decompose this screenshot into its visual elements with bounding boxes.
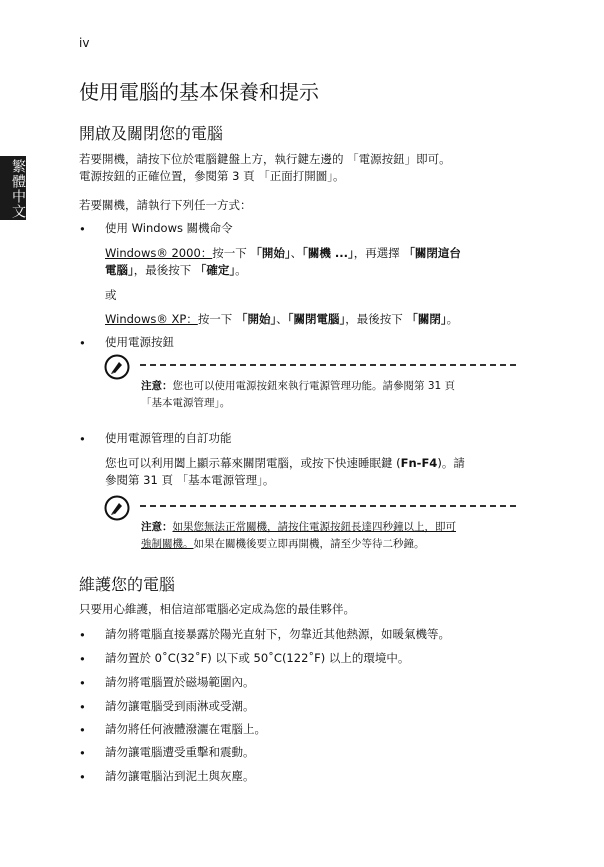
power-on-line1: 若要開機，請按下位於電腦鍵盤上方，執行鍵左邊的 「電源按鈕」即可。 <box>79 152 451 166</box>
winxp-label: Windows® XP： <box>105 312 198 326</box>
text: 按一下 <box>197 312 233 326</box>
note2-line1 <box>141 519 516 536</box>
note2-line2 <box>141 536 516 553</box>
care-intro: 只要用心維護，相信這部電腦必定成為您的最佳夥伴。 <box>79 602 355 616</box>
winxp-instruction <box>105 311 515 328</box>
language-tab: 繁體中文 <box>0 156 26 220</box>
shutdown-computer-label-cont: 電腦」 <box>105 263 134 277</box>
note-icon <box>104 495 130 521</box>
text: ，最後按下 <box>345 312 403 326</box>
section-heading-power: 開啟及關閉您的電腦 <box>79 124 224 143</box>
text: 。 <box>235 263 247 277</box>
bullet-dot: • <box>79 652 86 666</box>
win2000-instruction-cont <box>105 262 515 279</box>
sleep-hotkey: Fn-F4 <box>400 456 438 470</box>
care-item: 請勿讓電腦受到雨淋或受潮。 <box>105 699 255 713</box>
close-label: 「關閉」 <box>406 312 447 326</box>
text: )。請 <box>437 456 465 470</box>
care-item: 請勿將電腦直接暴露於陽光直射下，勿靠近其他熱源，如暖氣機等。 <box>105 627 450 641</box>
text: 。 <box>446 312 459 326</box>
text: ，再選擇 <box>353 246 400 260</box>
turn-off-label: 「關閉電腦」 <box>287 312 346 326</box>
note-icon <box>104 354 130 380</box>
text: ，最後按下 <box>133 263 192 277</box>
bullet-dot: • <box>79 628 86 642</box>
ok-label: 「確定」 <box>194 263 236 277</box>
bullet-dot: • <box>79 746 86 760</box>
text: 、 <box>290 246 303 260</box>
bullet-dot: • <box>79 336 86 350</box>
bullet-dot: • <box>79 770 86 784</box>
sleep-key-line2: 參閱第 31 頁 「基本電源管理」。 <box>105 473 275 487</box>
care-item: 請勿讓電腦沾到泥土與灰塵。 <box>105 769 255 783</box>
bullet-dot: • <box>79 222 86 236</box>
bullet-power-management: 使用電源管理的自訂功能 <box>105 431 232 445</box>
shutdown-computer-label: 「關閉這台 <box>403 246 461 260</box>
text: 按一下 <box>212 246 247 260</box>
care-item: 請勿置於 0˚C(32˚F) 以下或 50˚C(122˚F) 以上的環境中。 <box>105 651 410 665</box>
bullet-dot: • <box>79 723 86 737</box>
note-label: 注意： <box>141 521 173 533</box>
page-number: iv <box>79 36 90 50</box>
start-label: 「開始」 <box>250 246 291 260</box>
shutdown-label: 「關機 ...」 <box>302 246 354 260</box>
text: 如果在關機後要立即再開機，請至少等待二秒鐘。 <box>193 538 425 550</box>
bullet-dot: • <box>79 432 86 446</box>
note1-line2: 「基本電源管理」。 <box>141 397 231 409</box>
start-label: 「開始」 <box>235 312 277 326</box>
page-title: 使用電腦的基本保養和提示 <box>79 80 319 104</box>
note-divider <box>140 505 516 507</box>
text: 如果您無法正常關機，請按住電源按鈕長達四秒鐘以上，即可 <box>172 521 456 533</box>
or-text: 或 <box>105 288 117 302</box>
bullet-dot: • <box>79 700 86 714</box>
bullet-dot: • <box>79 676 86 690</box>
care-item: 請勿讓電腦遭受重擊和震動。 <box>105 745 255 759</box>
win2000-label: Windows® 2000： <box>105 246 213 260</box>
text: 強制關機。 <box>141 538 194 550</box>
note1-line1 <box>141 378 516 395</box>
note-divider <box>140 364 516 366</box>
power-on-line2: 電源按鈕的正確位置，參閱第 3 頁 「正面打開圖」。 <box>79 169 345 183</box>
section-heading-care: 維護您的電腦 <box>79 575 176 594</box>
note-label: 注意： <box>141 380 173 392</box>
care-item: 請勿將電腦置於磁場範圍內。 <box>105 675 255 689</box>
sleep-key-line1 <box>105 455 515 472</box>
text: 、 <box>276 312 288 326</box>
win2000-instruction <box>105 245 515 262</box>
bullet-windows-shutdown: 使用 Windows 關機命令 <box>105 221 233 235</box>
care-item: 請勿將任何液體潑灑在電腦上。 <box>105 722 266 736</box>
text: 您也可以使用電源按鈕來執行電源管理功能。請參閱第 31 頁 <box>172 380 456 392</box>
bullet-power-button: 使用電源按鈕 <box>105 335 174 349</box>
power-off-intro: 若要關機，請執行下列任一方式： <box>79 198 252 212</box>
text: 您也可以利用闔上顯示幕來關閉電腦，或按下快速睡眠鍵 ( <box>105 456 401 470</box>
